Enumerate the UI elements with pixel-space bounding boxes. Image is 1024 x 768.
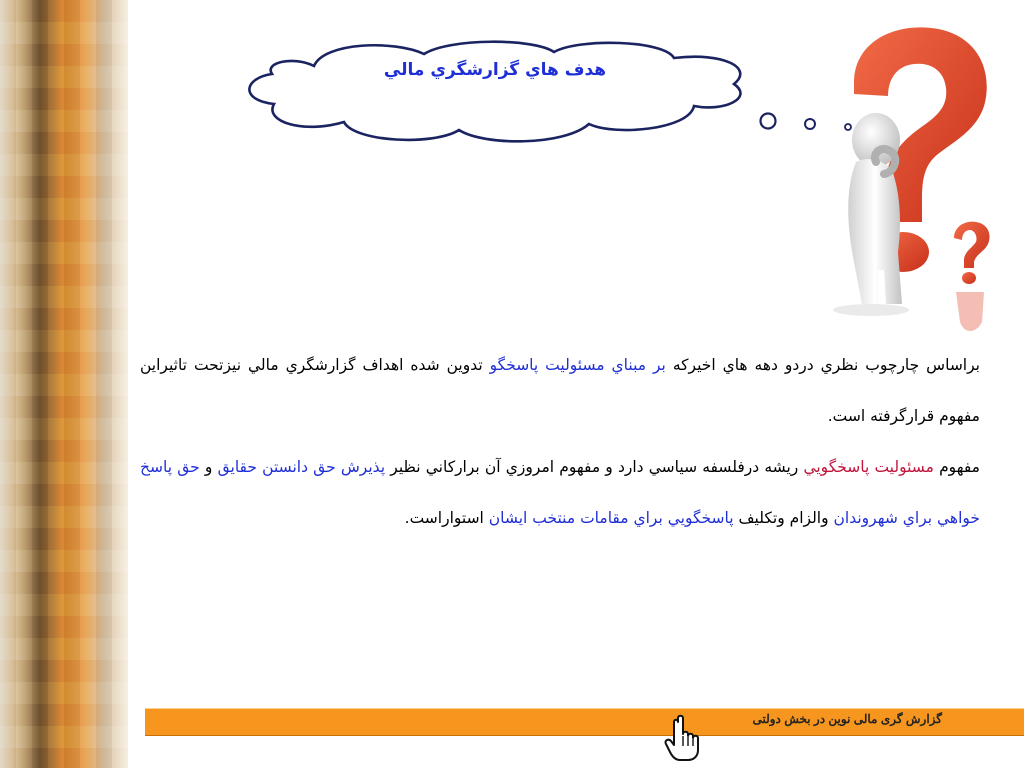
p2-highlight-2: حق پاسخ خواهي براي شهروندان [140,458,980,527]
footer-title: گزارش گری مالی نوین در بخش دولتی [752,712,942,726]
p2-text-2: ريشه درفلسفه سياسي دارد و مفهوم امروزي آن براركاني نظير [385,458,804,476]
hand-pointer-icon[interactable] [664,714,704,762]
thought-cloud [244,38,754,148]
p1-highlight: بر مبناي مسئوليت پاسخگو [489,356,666,374]
p2-text-5: استواراست. [404,509,489,527]
p2-highlight-1: پذيرش حق دانستن حقايق [217,458,386,476]
p2-text-3: و [199,458,218,476]
cloud-title: هدف هاي گزارشگري مالي [383,60,607,80]
p2-text-4: والزام وتكليف [733,509,834,527]
p2-highlight-red: مسئوليت پاسخگويي [803,458,934,476]
paragraph-2 [140,442,980,544]
p1-text-1: براساس چارچوب نظري دردو دهه هاي اخيركه [665,356,980,374]
body-text [140,340,980,544]
p1-text-2: تدوين شده اهداف گزارشگري مالي نيزتحت تاثيراين مفهوم قرارگرفته است. [140,356,980,425]
thinking-person-question-mark-icon [826,22,996,342]
paragraph-1 [140,340,980,442]
p2-highlight-3: پاسخگويي براي مقامات منتخب ايشان [488,509,734,527]
p2-text-1: مفهوم [933,458,980,476]
decorative-mosaic-strip [0,0,128,768]
